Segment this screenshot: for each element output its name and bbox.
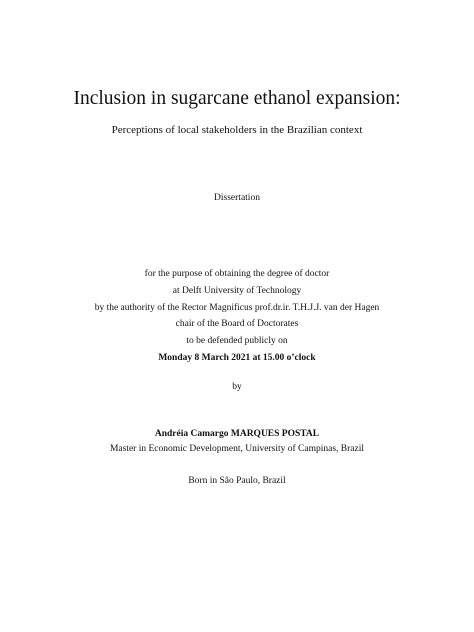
dissertation-title: Inclusion in sugarcane ethanol expansion:	[73, 88, 401, 109]
purpose-block	[0, 266, 474, 367]
by-text: by	[232, 382, 242, 392]
purpose-line: for the purpose of obtaining the degree of doctor	[144, 269, 330, 279]
purpose-line: at Delft University of Technology	[172, 285, 302, 296]
dissertation-subtitle: Perceptions of local stakeholders in the Brazilian context	[111, 124, 363, 136]
author-name: Andréia Camargo MARQUES POSTAL	[154, 429, 320, 439]
defense-date: Monday 8 March 2021 at 15.00 o’clock	[158, 352, 316, 363]
author-degree: Master in Economic Development, University of Campinas, Brazil	[109, 444, 365, 454]
document-type: Dissertation	[214, 193, 260, 203]
purpose-line: to be defended publicly on	[186, 336, 288, 347]
author-birthplace: Born in São Paulo, Brazil	[188, 476, 286, 486]
purpose-line: by the authority of the Rector Magnificus prof.dr.ir. T.H.J.J. van der Hagen	[94, 302, 380, 313]
purpose-line: chair of the Board of Doctorates	[175, 319, 299, 330]
